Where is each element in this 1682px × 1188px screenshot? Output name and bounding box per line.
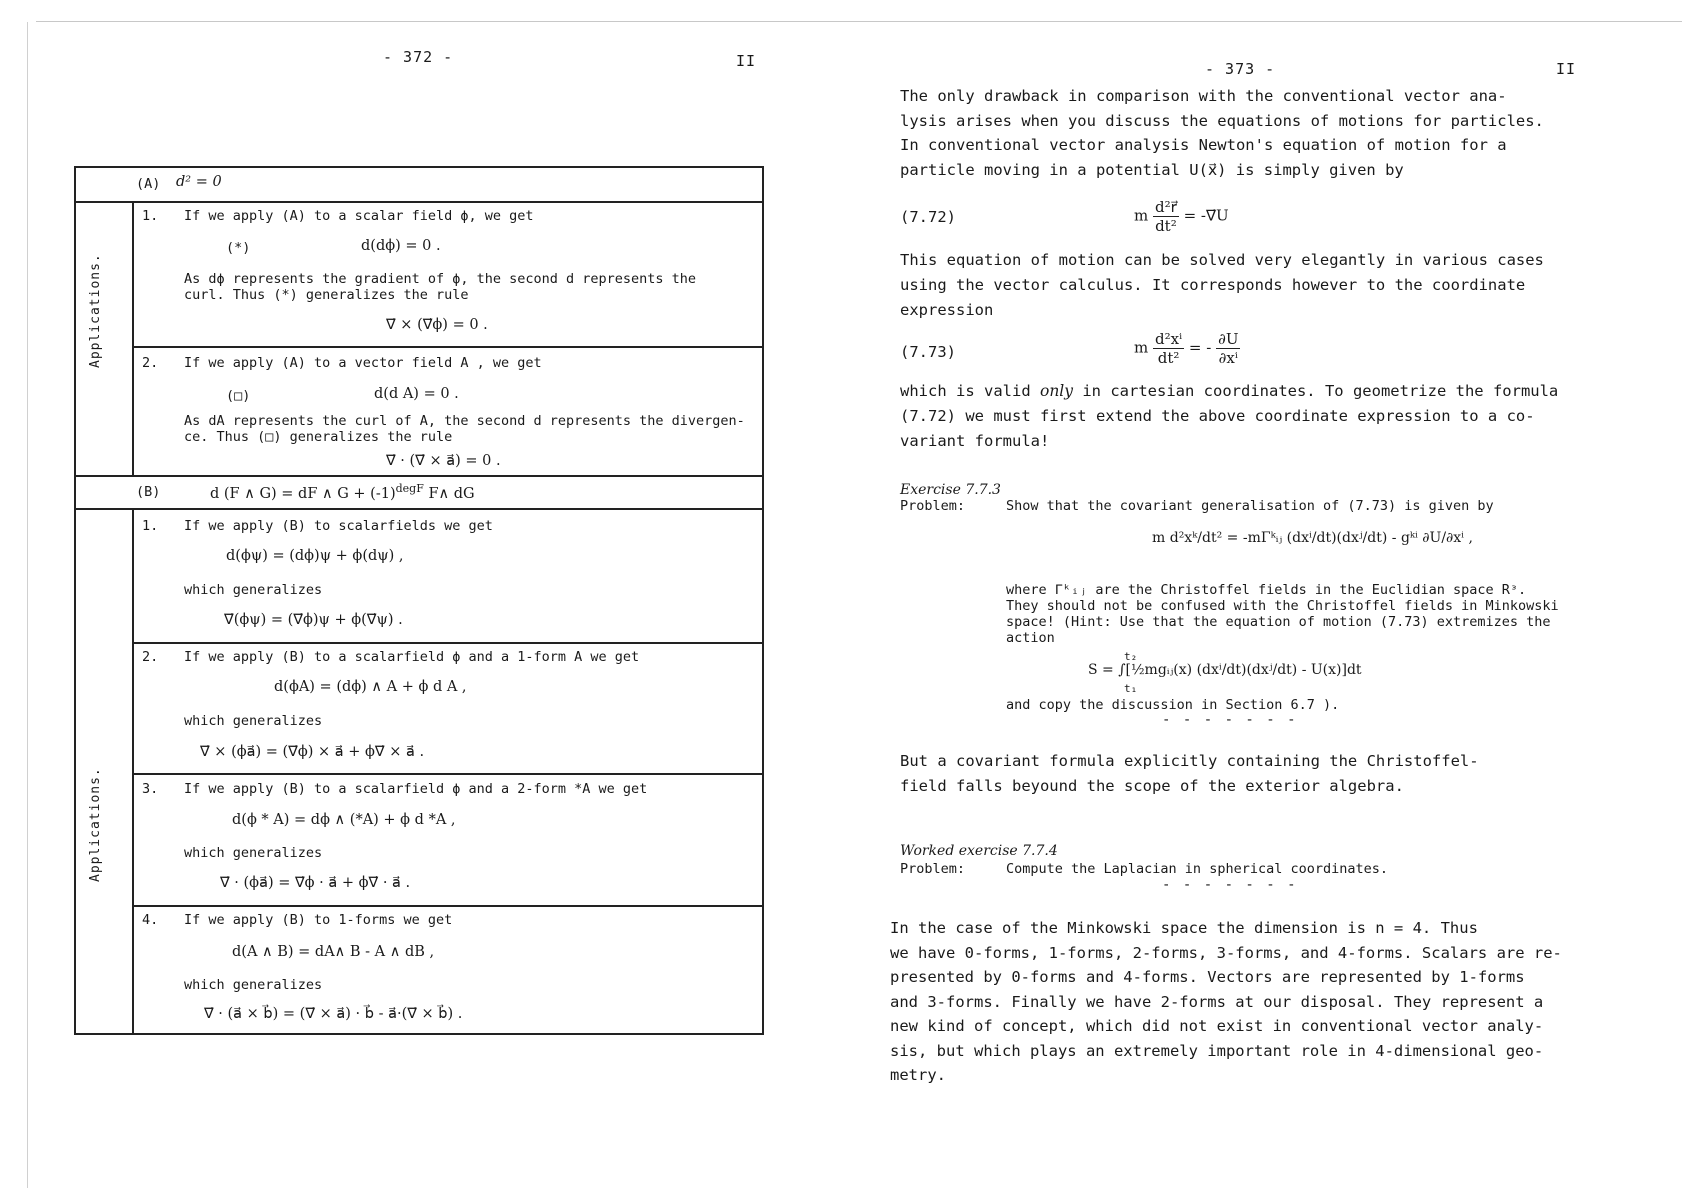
a2-tag: (□) <box>226 388 251 404</box>
eq72-numerator: d²r⃗ <box>1155 198 1177 216</box>
b2-formula: d(ϕA) = (dϕ) ∧ A + ϕ d A , <box>274 679 467 695</box>
a2-text-line2: ce. Thus (□) generalizes the rule <box>184 429 453 445</box>
row-b-formula-exponent: degF <box>395 482 424 495</box>
para5-line: sis, but which plays an extremely important role in 4-dimensional geo- <box>890 1042 1544 1060</box>
action-limit-bottom: t₁ <box>1124 682 1138 695</box>
para5-line: metry. <box>890 1066 946 1084</box>
eq73-label: (7.73) <box>900 343 956 361</box>
para5-line: we have 0-forms, 1-forms, 2-forms, 3-forms, and 4-forms. Scalars are re- <box>890 944 1562 962</box>
para2-line: expression <box>900 301 994 319</box>
left-chapter-marker: II <box>736 52 757 70</box>
eq73-denominator: dt² <box>1157 349 1180 367</box>
b2-number: 2. <box>142 649 159 665</box>
eq73-equals: = - <box>1188 338 1212 357</box>
applications-label-a: Applications. <box>88 253 103 368</box>
a1-text-line2: curl. Thus (*) generalizes the rule <box>184 287 469 303</box>
b3-which: which generalizes <box>184 845 323 861</box>
para1-line: The only drawback in comparison with the conventional vector ana- <box>900 87 1507 105</box>
para3-line2: (7.72) we must first extend the above coordinate expression to a co- <box>900 407 1535 425</box>
left-page-number: - 372 - <box>383 48 454 66</box>
row-b-formula <box>210 482 475 502</box>
table-divider <box>132 346 762 348</box>
row-b-formula-main: d (F ∧ G) = dF ∧ G + (-1) <box>210 485 396 502</box>
para3-line1 <box>900 379 1558 404</box>
table-column-divider <box>132 201 134 475</box>
worked-exercise-problem-label: Problem: <box>900 861 966 877</box>
b4-number: 4. <box>142 912 159 928</box>
exercise-end-dashes: - - - - - - - <box>1162 712 1298 728</box>
a2-number: 2. <box>142 355 159 371</box>
worked-exercise-problem-text: Compute the Laplacian in spherical coordinates. <box>1006 861 1389 877</box>
a1-formula: d(dϕ) = 0 . <box>361 238 441 254</box>
table-divider <box>132 773 762 775</box>
a2-text-line1: As dA represents the curl of A, the second d represents the divergen- <box>184 413 745 429</box>
b3-statement: If we apply (B) to a scalarfield ϕ and a 2-form *A we get <box>184 781 648 797</box>
para4-line: field falls beyound the scope of the exterior algebra. <box>900 777 1404 795</box>
row-b-label: (B) <box>136 484 161 500</box>
b2-which: which generalizes <box>184 713 323 729</box>
a1-rule: ∇⃗ × (∇⃗ϕ) = 0 . <box>386 317 488 333</box>
eq73-formula <box>1134 330 1240 367</box>
row-a-label: (A) <box>136 176 161 192</box>
para5-line: In the case of the Minkowski space the dimension is n = 4. Thus <box>890 919 1478 937</box>
exercise-where-line: They should not be confused with the Christoffel fields in Minkowski <box>1006 598 1559 614</box>
b3-rule: ∇⃗ · (ϕa⃗) = ∇⃗ϕ · a⃗ + ϕ∇⃗ · a⃗ . <box>220 875 411 891</box>
b2-rule: ∇⃗ × (ϕa⃗) = (∇⃗ϕ) × a⃗ + ϕ∇⃗ × a⃗ . <box>200 744 425 760</box>
exercise-where-line: action <box>1006 630 1055 646</box>
para2-line: using the vector calculus. It corresponds however to the coordinate <box>900 276 1526 294</box>
a1-tag: (*) <box>226 240 251 256</box>
exercise-where-line: where Γᵏᵢⱼ are the Christoffel fields in the Euclidian space Rᵌ. <box>1006 582 1527 598</box>
identity-table <box>74 166 764 1035</box>
row-a-formula: d² = 0 <box>176 174 222 190</box>
para3-only: only <box>1039 382 1074 400</box>
eq73-numerator-2: ∂U <box>1218 330 1239 348</box>
table-divider <box>76 475 762 477</box>
para2-line: This equation of motion can be solved very elegantly in various cases <box>900 251 1544 269</box>
b2-statement: If we apply (B) to a scalarfield ϕ and a 1-form A we get <box>184 649 640 665</box>
a1-text-line1: As dϕ represents the gradient of ϕ, the second d represents the <box>184 271 697 287</box>
b1-which: which generalizes <box>184 582 323 598</box>
worked-exercise-title: Worked exercise 7.7.4 <box>900 843 1058 859</box>
a2-statement: If we apply (A) to a vector field A , we get <box>184 355 542 371</box>
scan-edge-top <box>36 21 1682 22</box>
a1-number: 1. <box>142 208 159 224</box>
b4-statement: If we apply (B) to 1-forms we get <box>184 912 453 928</box>
eq72-denominator: dt² <box>1155 217 1177 235</box>
para3-line3: variant formula! <box>900 432 1050 450</box>
a1-statement: If we apply (A) to a scalar field ϕ, we get <box>184 208 534 224</box>
b1-formula: d(ϕψ) = (dϕ)ψ + ϕ(dψ) , <box>226 548 404 564</box>
b3-number: 3. <box>142 781 159 797</box>
exercise-problem-label: Problem: <box>900 498 966 514</box>
para5-line: and 3-forms. Finally we have 2-forms at our disposal. They represent a <box>890 993 1544 1011</box>
para5-line: new kind of concept, which did not exist in conventional vector analy- <box>890 1017 1544 1035</box>
b1-rule: ∇⃗(ϕψ) = (∇⃗ϕ)ψ + ϕ(∇⃗ψ) . <box>224 612 403 628</box>
para1-line: lysis arises when you discuss the equations of motions for particles. <box>900 112 1544 130</box>
table-column-divider <box>132 508 134 1035</box>
right-chapter-marker: II <box>1556 60 1577 78</box>
b4-formula: d(A ∧ B) = dA∧ B - A ∧ dB , <box>232 944 435 960</box>
exercise-formula: m d²xᵏ/dt² = -mΓᵏᵢⱼ (dxⁱ/dt)(dxʲ/dt) - gᵏⁱ ∂U/∂xⁱ , <box>1152 530 1473 546</box>
exercise-problem-text: Show that the covariant generalisation of (7.73) is given by <box>1006 498 1494 514</box>
eq72-rhs: = -∇⃗U <box>1183 206 1229 225</box>
para4-line: But a covariant formula explicitly containing the Christoffel- <box>900 752 1479 770</box>
table-divider <box>76 508 762 510</box>
para1-line: particle moving in a potential U(x⃗) is simply given by <box>900 161 1404 179</box>
exercise-where-line: space! (Hint: Use that the equation of motion (7.73) extremizes the <box>1006 614 1551 630</box>
table-divider <box>76 201 762 203</box>
a2-rule: ∇⃗ · (∇⃗ × a⃗) = 0 . <box>386 453 501 469</box>
eq73-denominator-2: ∂xⁱ <box>1218 349 1238 367</box>
right-page-number: - 373 - <box>1205 60 1276 78</box>
b4-which: which generalizes <box>184 977 323 993</box>
para5-line: presented by 0-forms and 4-forms. Vectors are represented by 1-forms <box>890 968 1525 986</box>
eq73-m: m <box>1134 338 1149 357</box>
para1-line: In conventional vector analysis Newton's equation of motion for a <box>900 136 1507 154</box>
eq72-formula <box>1134 198 1229 235</box>
worked-exercise-end-dashes: - - - - - - - <box>1162 877 1298 893</box>
b1-statement: If we apply (B) to scalarfields we get <box>184 518 493 534</box>
table-divider <box>132 642 762 644</box>
b1-number: 1. <box>142 518 159 534</box>
exercise-title: Exercise 7.7.3 <box>900 482 1001 498</box>
b4-rule: ∇⃗ · (a⃗ × b⃗) = (∇⃗ × a⃗) · b⃗ - a⃗·(∇⃗ × b⃗) . <box>204 1006 463 1022</box>
b3-formula: d(ϕ * A) = dϕ ∧ (*A) + ϕ d *A , <box>232 812 456 828</box>
eq72-label: (7.72) <box>900 208 956 226</box>
action-formula: S = ∫[½mgᵢⱼ(x) (dxⁱ/dt)(dxʲ/dt) - U(x)]dt <box>1088 662 1362 678</box>
table-divider <box>132 905 762 907</box>
para3-text-b: in cartesian coordinates. To geometrize the formula <box>1073 382 1559 400</box>
action-limit-top: t₂ <box>1124 650 1138 663</box>
a2-formula: d(d A) = 0 . <box>374 386 459 402</box>
eq73-numerator: d²xⁱ <box>1155 330 1183 348</box>
row-b-formula-tail: F∧ dG <box>428 485 475 502</box>
para3-text-a: which is valid <box>900 382 1040 400</box>
exercise-copy-line: and copy the discussion in Section 6.7 ). <box>1006 697 1340 713</box>
scan-edge-left <box>27 22 28 1188</box>
applications-label-b: Applications. <box>88 767 103 882</box>
eq72-m: m <box>1134 206 1149 225</box>
